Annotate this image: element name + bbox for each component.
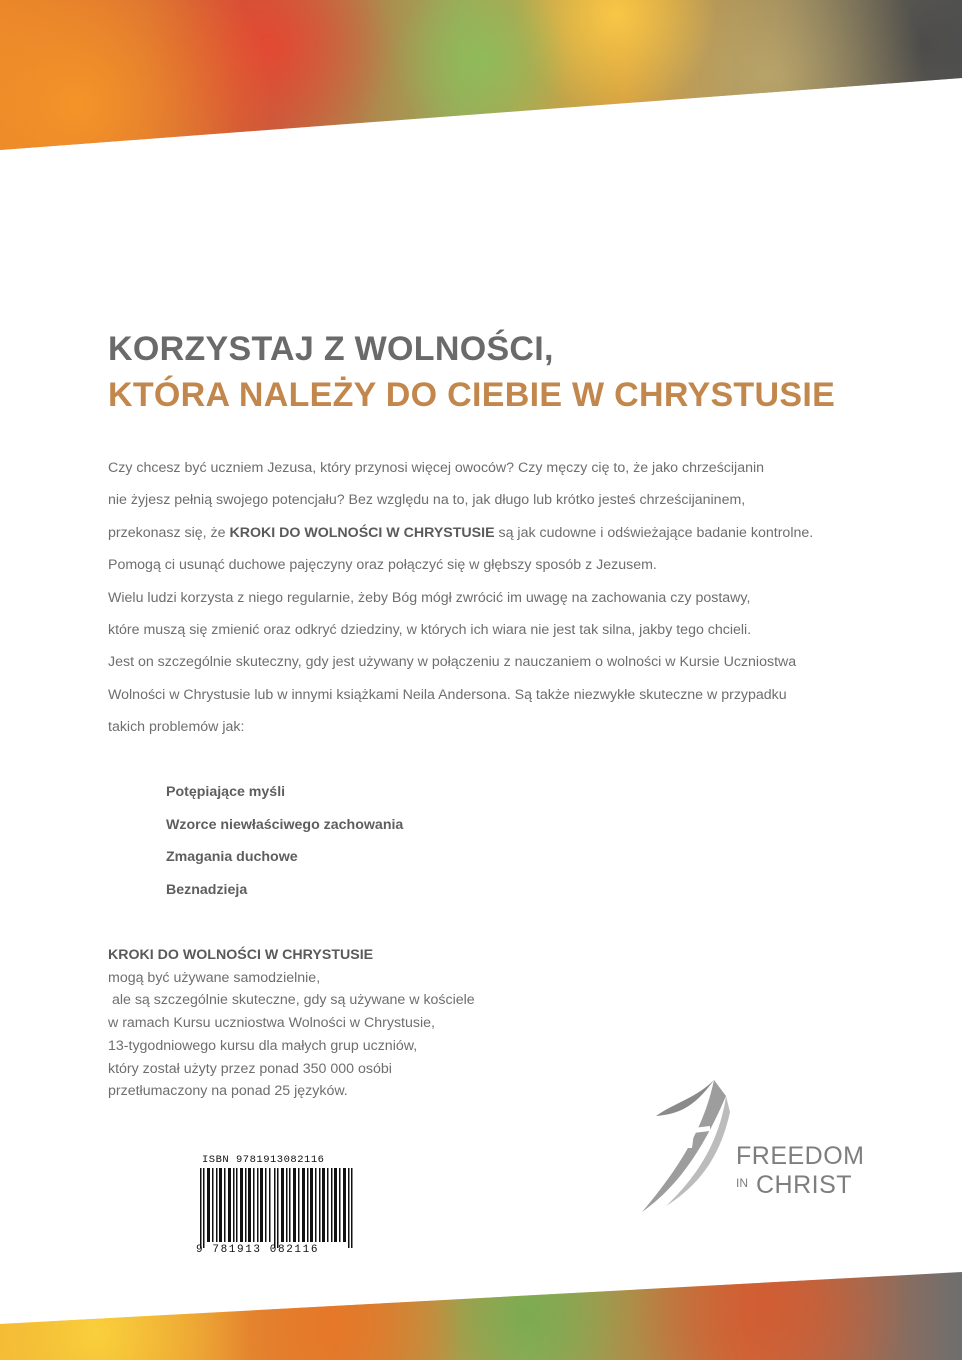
intro-paragraph: [108, 452, 848, 744]
intro-line: Czy chcesz być uczniem Jezusa, który przynosi więcej owoców? Czy męczy cię to, że jako chrześcijanin: [108, 460, 765, 476]
note-line: mogą być używane samodzielnie,: [108, 969, 321, 986]
title-line-1: KORZYSTAJ Z WOLNOŚCI,: [108, 330, 554, 368]
intro-text: przekonasz się, że: [108, 524, 230, 541]
list-item: Potępiające myśli: [166, 784, 286, 800]
logo-word-in: IN: [736, 1176, 748, 1190]
logo-word-christ: CHRIST: [756, 1171, 853, 1199]
intro-line: Wielu ludzi korzysta z niego regularnie, żeby Bóg mógł zwrócić im uwagę na zachowania czy postawy,: [108, 589, 751, 606]
intro-line: Jest on szczególnie skuteczny, gdy jest używany w połączeniu z nauczaniem o wolności w Kursie Uczniostwa: [108, 654, 797, 671]
freedom-in-christ-logo: [636, 1078, 876, 1214]
note-line: ale są szczególnie skuteczne, gdy są używane w kościele: [108, 992, 475, 1009]
list-item: Beznadzieja: [166, 881, 248, 898]
logo-word-freedom: FREEDOM: [736, 1142, 865, 1170]
cross-wing-icon: [636, 1078, 736, 1214]
intro-text: są jak cudowne i odświeżające badanie kontrolne.: [494, 524, 814, 541]
title-line-2: KTÓRA NALEŻY DO CIEBIE W CHRYSTUSIE: [108, 376, 836, 414]
intro-line: nie żyjesz pełnią swojego potencjału? Bez względu na to, jak długo lub krótko jesteś chrześcijaninem,: [108, 492, 746, 509]
intro-line: Wolności w Chrystusie lub w innymi książkami Neila Andersona. Są także niezwykłe skuteczne w przypadku: [108, 686, 787, 703]
intro-book-title: KROKI DO WOLNOŚCI W CHRYSTUSIE: [229, 524, 495, 541]
bottom-decorative-band: [0, 1272, 962, 1360]
intro-line: Pomogą ci usunąć duchowe pajęczyny oraz połączyć się w głębszy sposób z Jezusem.: [108, 557, 657, 574]
note-line: 13-tygodniowego kursu dla małych grup uczniów,: [108, 1037, 418, 1054]
note-heading: KROKI DO WOLNOŚCI W CHRYSTUSIE: [108, 947, 374, 963]
page-title: [108, 326, 835, 418]
top-decorative-band: [0, 0, 962, 150]
note-line: w ramach Kursu uczniostwa Wolności w Chrystusie,: [108, 1015, 435, 1032]
list-item: Zmagania duchowe: [166, 849, 298, 865]
isbn-barcode: [196, 1154, 362, 1260]
isbn-label: ISBN 9781913082116: [202, 1154, 325, 1166]
intro-line: takich problemów jak:: [108, 719, 245, 736]
problems-list: [166, 776, 403, 906]
note-line: przetłumaczony na ponad 25 języków.: [108, 1083, 348, 1100]
intro-line: [108, 517, 848, 549]
list-item: Wzorce niewłaściwego zachowania: [166, 816, 404, 833]
course-note: [108, 944, 475, 1103]
note-line: który został użyty przez ponad 350 000 osóbi: [108, 1060, 392, 1077]
intro-line: które muszą się zmienić oraz odkryć dziedziny, w których ich wiara nie jest tak silna, jakby tego chcieli.: [108, 622, 752, 639]
barcode-digits: 9 781913 082116: [196, 1244, 320, 1256]
